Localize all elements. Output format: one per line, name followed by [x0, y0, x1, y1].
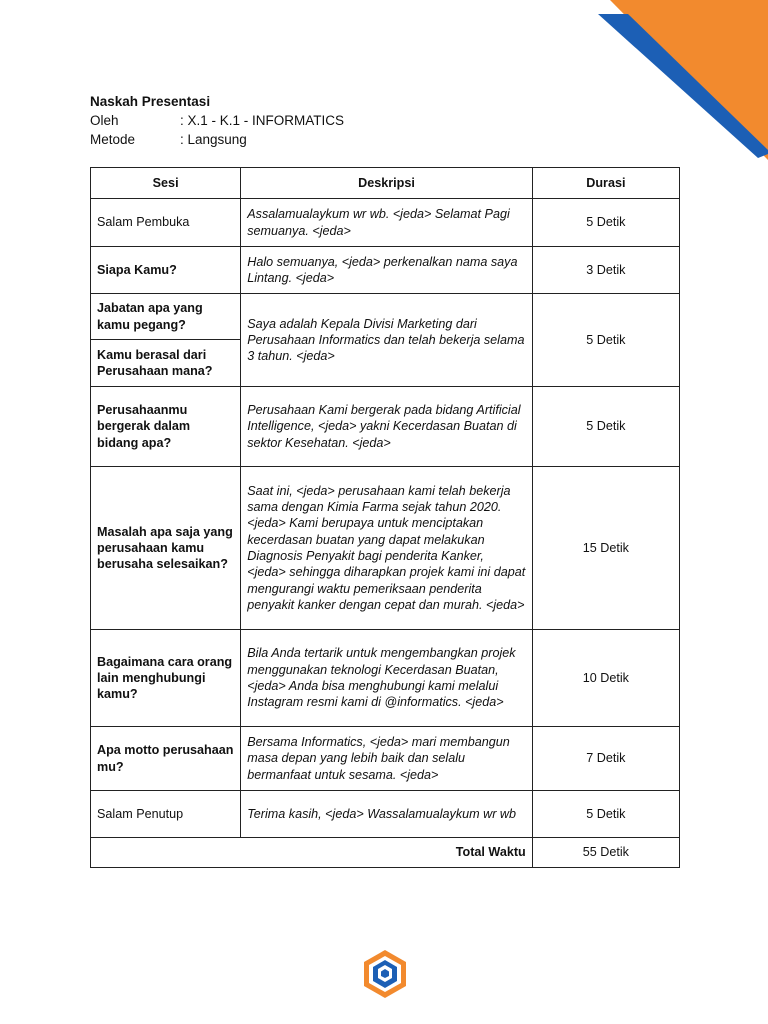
row-durasi: 5 Detik [532, 791, 679, 838]
row-deskripsi: Terima kasih, <jeda> Wassalamualaykum wr wb [241, 791, 532, 838]
row-deskripsi: Saat ini, <jeda> perusahaan kami telah bekerja sama dengan Kimia Farma sejak tahun 2020. <jeda> Kami berupaya untuk menciptakan kecerdasan buatan yang dapat melakukan Diagnosis Penyakit bagi penderita Kanker, <jeda> sehingga diharapkan projek kami ini dapat mengurangi waktu pemeriksaan penderita penyakit kanker dengan cepat dan murah. <jeda> [241, 467, 532, 630]
row-sesi: Bagaimana cara orang lain menghubungi kamu? [91, 630, 241, 727]
row-sesi: Siapa Kamu? [91, 247, 241, 294]
row-durasi: 5 Detik [532, 199, 679, 247]
informatics-logo-icon [360, 948, 410, 1000]
table-row [91, 294, 680, 340]
row-sesi-secondary: Kamu berasal dari Perusahaan mana? [91, 340, 241, 387]
row-sesi: Jabatan apa yang kamu pegang? [91, 294, 241, 340]
header-deskripsi: Deskripsi [241, 168, 532, 199]
meta-oleh-label: Oleh [90, 113, 119, 128]
table-row [91, 467, 680, 630]
meta-metode-label: Metode [90, 132, 136, 147]
table-header-row [91, 168, 680, 199]
row-sesi: Salam Penutup [91, 791, 241, 838]
total-label: Total Waktu [91, 838, 533, 868]
row-durasi: 5 Detik [532, 387, 679, 467]
meta-metode-value: : Langsung [180, 132, 247, 147]
row-sesi: Masalah apa saja yang perusahaan kamu berusaha selesaikan? [91, 467, 241, 630]
row-deskripsi: Assalamualaykum wr wb. <jeda> Selamat Pagi semuanya. <jeda> [241, 199, 532, 247]
row-durasi: 15 Detik [532, 467, 679, 630]
row-sesi: Salam Pembuka [91, 199, 241, 247]
row-durasi: 5 Detik [532, 294, 679, 387]
row-sesi: Apa motto perusahaan mu? [91, 727, 241, 791]
table-row [91, 199, 680, 247]
row-deskripsi: Bersama Informatics, <jeda> mari membangun masa depan yang lebih baik dan selalu bermanfaat untuk sesama. <jeda> [241, 727, 532, 791]
document-header [90, 92, 344, 149]
header-sesi: Sesi [91, 168, 241, 199]
presentation-script-table [90, 167, 680, 868]
total-row [91, 838, 680, 868]
table-row [91, 630, 680, 727]
row-durasi: 3 Detik [532, 247, 679, 294]
total-value: 55 Detik [532, 838, 679, 868]
meta-oleh [90, 111, 344, 130]
row-deskripsi: Saya adalah Kepala Divisi Marketing dari Perusahaan Informatics dan telah bekerja selama 3 tahun. <jeda> [241, 294, 532, 387]
meta-oleh-value: : X.1 - K.1 - INFORMATICS [180, 113, 345, 128]
table-row [91, 247, 680, 294]
row-sesi: Perusahaanmu bergerak dalam bidang apa? [91, 387, 241, 467]
document-title: Naskah Presentasi [90, 94, 211, 109]
row-durasi: 7 Detik [532, 727, 679, 791]
table-row [91, 791, 680, 838]
meta-metode [90, 130, 344, 149]
row-deskripsi: Perusahaan Kami bergerak pada bidang Artificial Intelligence, <jeda> yakni Kecerdasan Buatan di sektor Kesehatan. <jeda> [241, 387, 532, 467]
row-deskripsi: Bila Anda tertarik untuk mengembangkan projek menggunakan teknologi Kecerdasan Buatan, <jeda> Anda bisa menghubungi kami melalui Instagram resmi kami di @informatics. <jeda> [241, 630, 532, 727]
table-row [91, 727, 680, 791]
row-deskripsi: Halo semuanya, <jeda> perkenalkan nama saya Lintang. <jeda> [241, 247, 532, 294]
table-row [91, 387, 680, 467]
header-durasi: Durasi [532, 168, 679, 199]
row-durasi: 10 Detik [532, 630, 679, 727]
